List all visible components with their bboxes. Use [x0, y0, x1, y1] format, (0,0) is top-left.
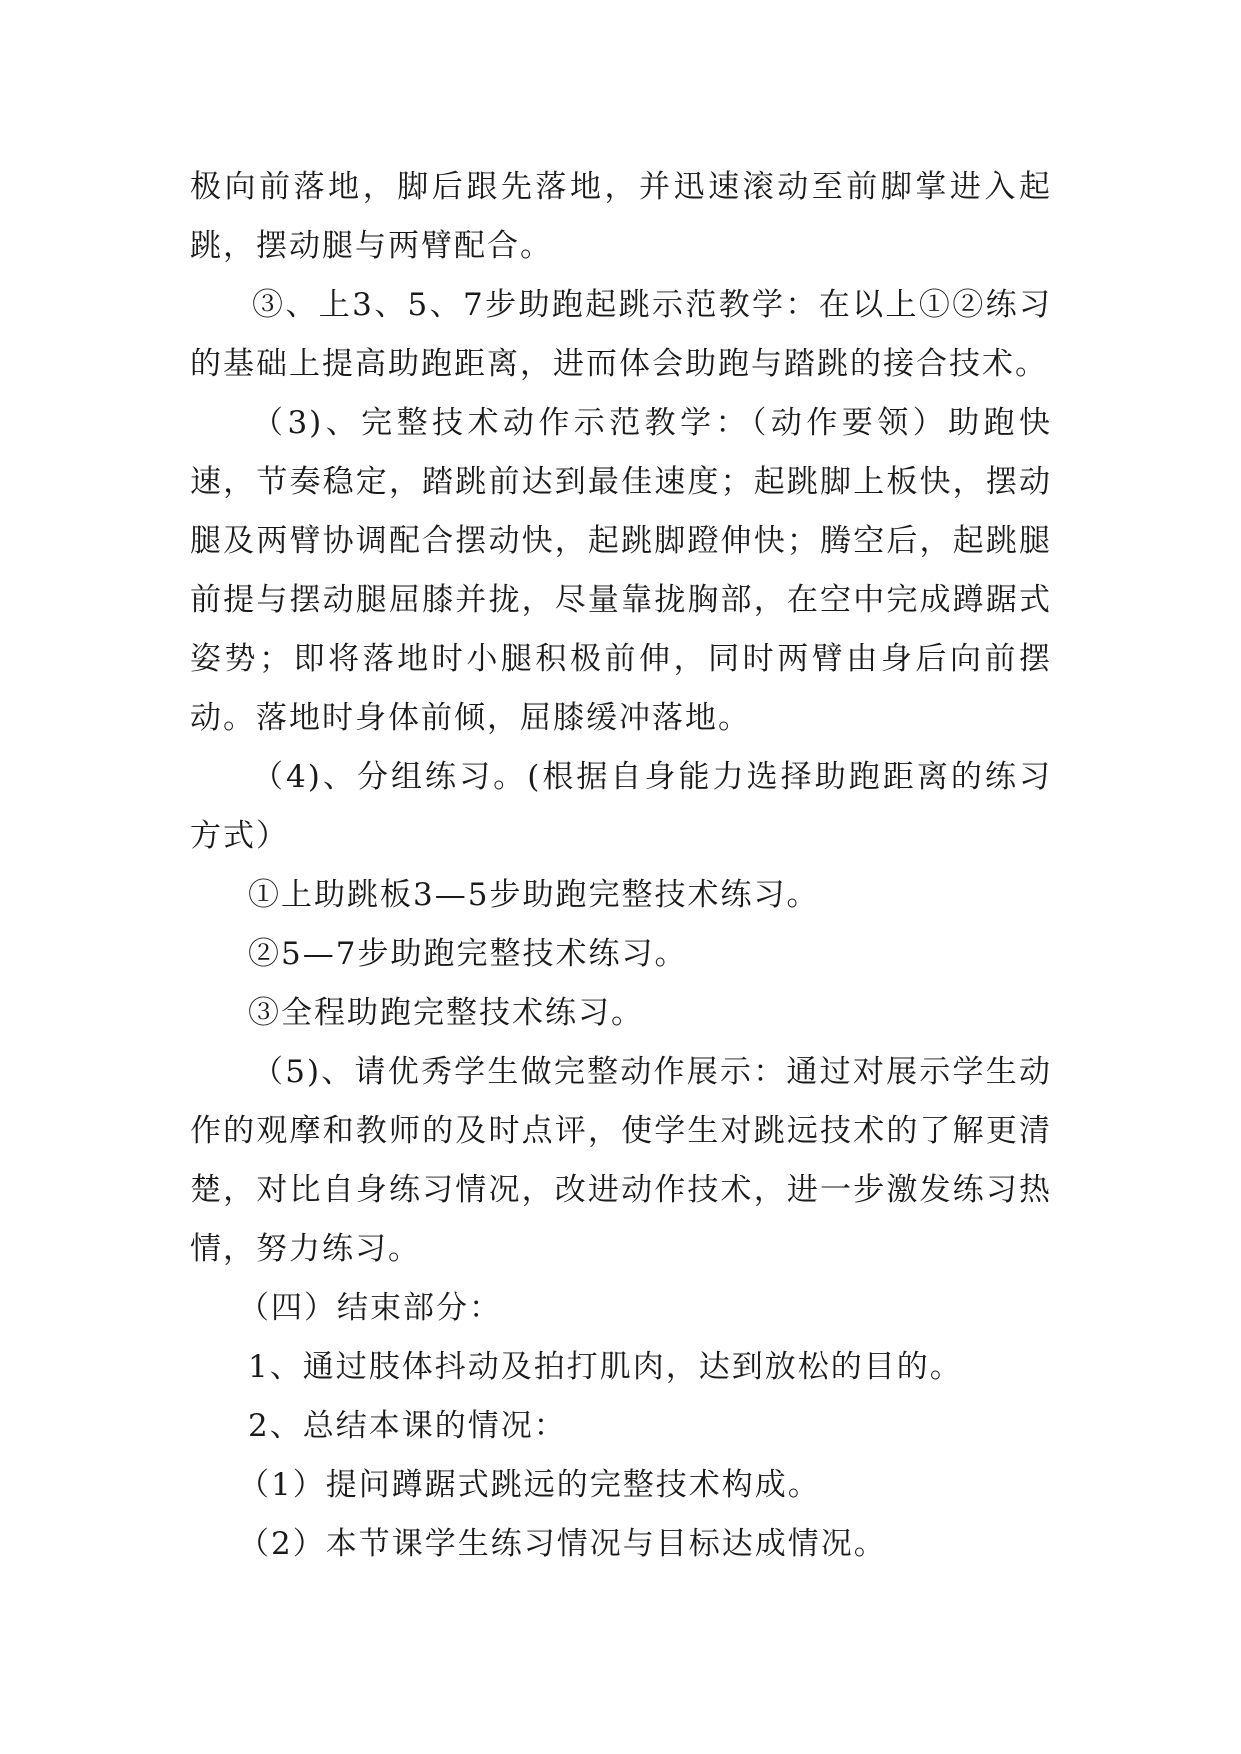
paragraph-continuation: 极向前落地，脚后跟先落地，并迅速滚动至前脚掌进入起跳，摆动腿与两臂配合。: [190, 169, 1052, 264]
list-item-relax: 1、通过肢体抖动及拍打肌肉，达到放松的目的。: [248, 1349, 963, 1385]
list-item-question: （1）提问蹲踞式跳远的完整技术构成。: [238, 1467, 821, 1503]
paragraph-complete-demo: （3)、完整技术动作示范教学：（动作要领）助跑快速，节奏稳定，踏跳前达到最佳速度；起跳脚上板快，摆动腿及两臂协调配合摆动快，起跳脚蹬伸快；腾空后，起跳腿前提与摆动腿屈膝并拢，尽量靠拢胸部，在空中完成蹲踞式姿势；即将落地时小腿积极前伸，同时两臂由身后向前摆动。落地时身体前倾，屈膝缓冲落地。: [190, 405, 1052, 736]
list-item-summary: 2、总结本课的情况：: [248, 1408, 567, 1444]
paragraph-student-showcase: （5)、请优秀学生做完整动作展示：通过对展示学生动作的观摩和教师的及时点评，使学生对跳远技术的了解更清楚，对比自身练习情况，改进动作技术，进一步激发练习热情，努力练习。: [190, 1054, 1052, 1267]
list-item-practice-3: ③全程助跑完整技术练习。: [248, 995, 644, 1031]
list-item-practice-2: ②5—7步助跑完整技术练习。: [248, 936, 688, 972]
list-item-review: （2）本节课学生练习情况与目标达成情况。: [238, 1526, 887, 1562]
paragraph-group-practice: （4)、分组练习。(根据自身能力选择助跑距离的练习方式）: [190, 759, 1052, 854]
section-heading-closing: （四）结束部分：: [238, 1290, 502, 1326]
document-body: [190, 158, 1052, 1574]
list-item-practice-1: ①上助跳板3—5步助跑完整技术练习。: [248, 877, 820, 913]
paragraph-step-3: ③、上3、5、7步助跑起跳示范教学：在以上①②练习的基础上提高助跑距离，进而体会助跑与踏跳的接合技术。: [190, 287, 1052, 382]
